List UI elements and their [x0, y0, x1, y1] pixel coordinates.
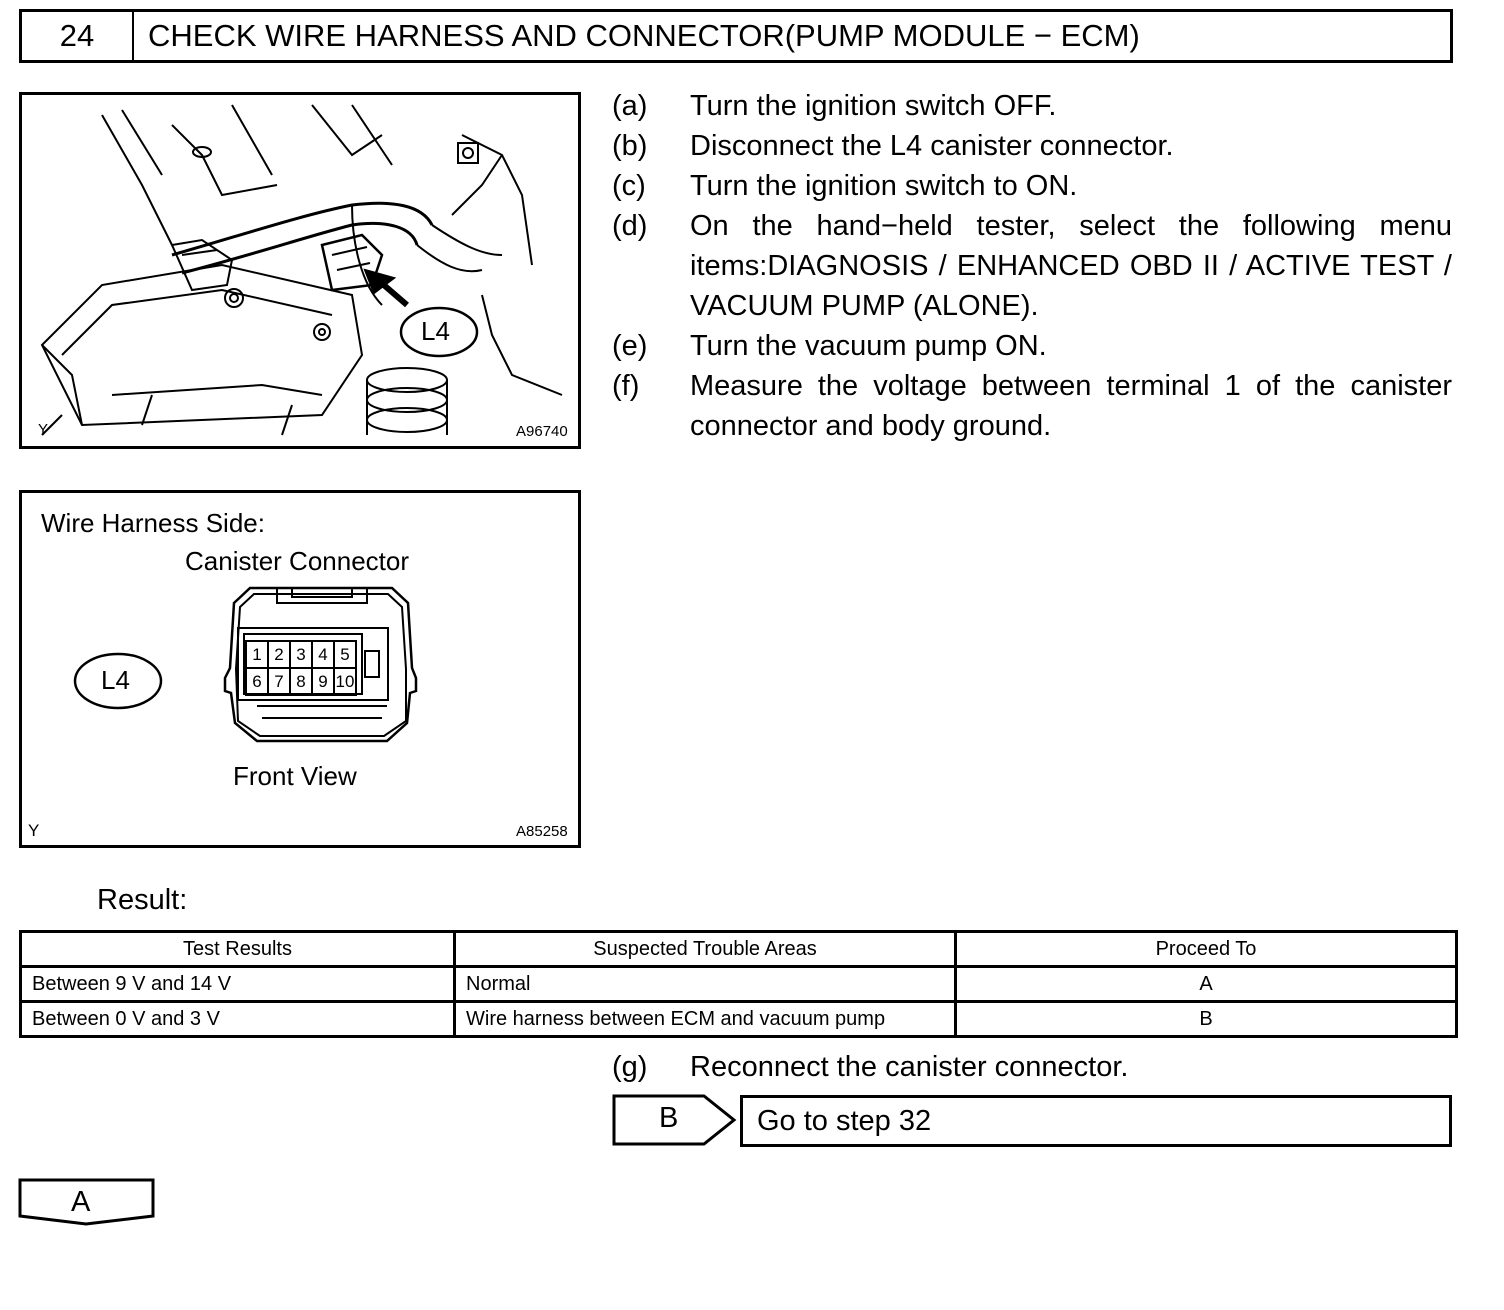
step-d — [612, 206, 1452, 326]
column-header: Test Results — [21, 932, 455, 967]
engine-bay-illustration — [22, 95, 578, 446]
step-letter: (c) — [612, 170, 646, 202]
step-title: CHECK WIRE HARNESS AND CONNECTOR(PUMP MODULE − ECM) — [148, 18, 1140, 53]
wire-harness-side-label: Wire Harness Side: — [41, 508, 265, 538]
terminal-8: 8 — [296, 672, 306, 691]
step-text: Disconnect the L4 canister connector. — [690, 130, 1174, 162]
table-cell: B — [956, 1002, 1457, 1037]
table-cell: A — [956, 967, 1457, 1002]
step-letter: (b) — [612, 130, 648, 162]
proceed-b-label: B — [659, 1102, 679, 1134]
step-letter: (g) — [612, 1051, 648, 1083]
proceed-a-label: A — [71, 1186, 91, 1218]
front-view-label: Front View — [233, 761, 357, 791]
table-cell: Between 0 V and 3 V — [21, 1002, 455, 1037]
column-header: Proceed To — [956, 932, 1457, 967]
step-text: Turn the ignition switch to ON. — [690, 170, 1078, 202]
step-letter: (d) — [612, 210, 648, 242]
terminal-4: 4 — [318, 645, 328, 664]
figure-code: A96740 — [516, 423, 568, 440]
terminal-5: 5 — [340, 645, 350, 664]
table-row — [21, 1002, 1457, 1037]
step-b — [612, 126, 1452, 166]
step-letter: (a) — [612, 90, 648, 122]
table-row — [21, 967, 1457, 1002]
step-letter: (f) — [612, 370, 640, 402]
terminal-1: 1 — [252, 645, 262, 664]
canister-connector-front-view-figure — [19, 490, 581, 848]
terminal-row-bottom — [246, 669, 356, 695]
step-text: Turn the ignition switch OFF. — [690, 90, 1057, 122]
terminal-row-top — [246, 642, 356, 668]
step-c — [612, 166, 1452, 206]
step-e — [612, 326, 1452, 366]
column-header: Suspected Trouble Areas — [455, 932, 956, 967]
terminal-3: 3 — [296, 645, 306, 664]
terminal-10: 10 — [335, 672, 355, 691]
step-text: Measure the voltage between terminal 1 of the canister connector and body ground. — [690, 370, 1452, 442]
connector-label-l4: L4 — [421, 316, 450, 346]
connector-label-l4: L4 — [101, 665, 130, 695]
step-text: Reconnect the canister connector. — [690, 1051, 1129, 1083]
step-text: On the hand−held tester, select the following menu items:DIAGNOSIS / ENHANCED OBD II / ACTIVE TEST / VACUUM PUMP (ALONE). — [690, 210, 1452, 322]
terminal-7: 7 — [274, 672, 284, 691]
canister-connector-location-figure — [19, 92, 581, 449]
step-f — [612, 366, 1452, 446]
step-text: Turn the vacuum pump ON. — [690, 330, 1047, 362]
figure-corner-mark: Y — [38, 421, 49, 438]
proceed-b-arrow[interactable] — [612, 1093, 738, 1147]
table-cell: Between 9 V and 14 V — [21, 967, 455, 1002]
step-header — [19, 9, 1453, 63]
figure-code: A85258 — [516, 823, 568, 840]
result-table — [19, 930, 1458, 1038]
result-label: Result: — [97, 884, 188, 916]
proceed-a-arrow[interactable] — [18, 1178, 156, 1228]
step-a — [612, 86, 1452, 126]
figure-corner-mark: Y — [28, 821, 40, 840]
step-number: 24 — [22, 12, 134, 60]
canister-connector-label: Canister Connector — [185, 546, 409, 576]
terminal-9: 9 — [318, 672, 328, 691]
go-to-step-box[interactable]: Go to step 32 — [740, 1095, 1452, 1147]
table-cell: Wire harness between ECM and vacuum pump — [455, 1002, 956, 1037]
step-g — [612, 1047, 1452, 1087]
table-cell: Normal — [455, 967, 956, 1002]
step-letter: (e) — [612, 330, 648, 362]
terminal-6: 6 — [252, 672, 262, 691]
table-header-row — [21, 932, 1457, 967]
terminal-2: 2 — [274, 645, 284, 664]
